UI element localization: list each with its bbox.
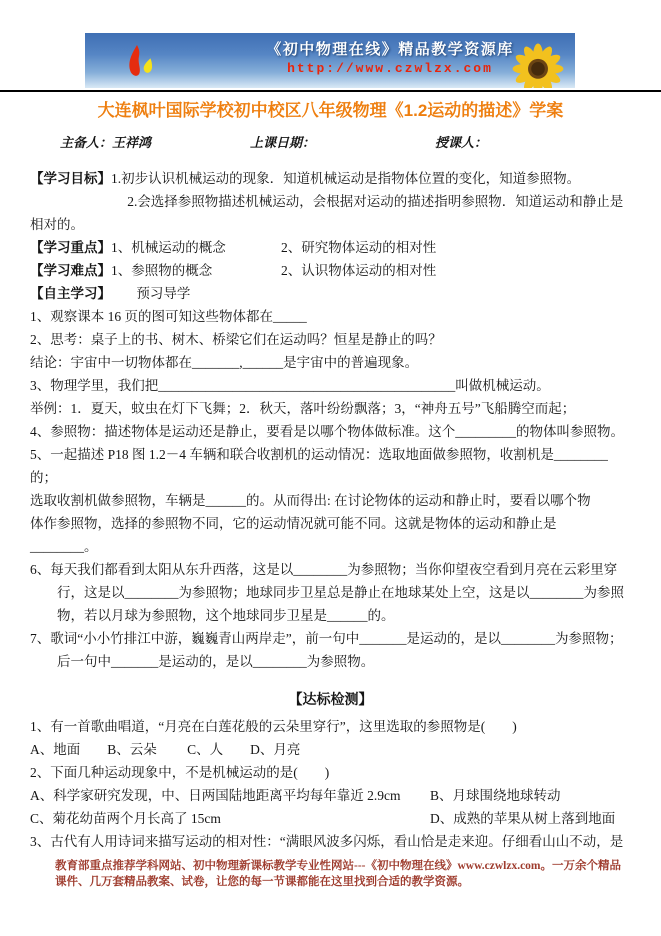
difficulties-row <box>30 259 631 282</box>
self-study-subtitle: 预习导学 <box>136 286 191 301</box>
test-q2-options-ab <box>30 784 631 807</box>
sunflower-icon <box>509 38 567 88</box>
difficulty-2: 2、认识物体运动的相对性 <box>281 263 437 278</box>
preparer-field <box>60 131 250 154</box>
banner-site-title: 《初中物理在线》精品教学资源库 <box>266 41 514 58</box>
test-q2-option-d: D、成熟的苹果从树上落到地面 <box>430 811 616 826</box>
learning-goals-line1 <box>30 167 631 190</box>
doc-title: 大连枫叶国际学校初中校区八年级物理《1.2运动的描述》学案 <box>97 101 564 120</box>
preview-q7: 7、歌词“小小竹排江中游，巍巍青山两岸走”，前一句中_______是运动的，是以________为参照物；后一句中_______是运动的，是以________为参照物。 <box>30 631 623 669</box>
key-point-1: 1、机械运动的概念 <box>111 240 226 255</box>
self-study-row <box>30 282 631 305</box>
self-study-label: 【自主学习】 <box>30 286 111 301</box>
test-q2: 2、下面几种运动现象中，不是机械运动的是( ) <box>30 765 330 780</box>
learning-goals-label: 【学习目标】 <box>30 171 111 186</box>
preview-q5: 5、一起描述 P18 图 1.2－4 车辆和联合收割机的运动情况：选取地面做参照物，收割机是________的； <box>30 447 608 485</box>
instructor-label: 授课人： <box>435 135 488 150</box>
preparer-label: 主备人： <box>60 135 113 150</box>
class-date-label: 上课日期： <box>250 135 316 150</box>
test-section-heading: 【达标检测】 <box>288 691 373 707</box>
test-q2-option-a: A、科学家研究发现，中、日两国陆地距离平均每年靠近 2.9cm <box>30 788 401 803</box>
info-row <box>30 131 631 154</box>
test-q1: 1、有一首歌曲唱道，“月亮在白莲花般的云朵里穿行”，这里选取的参照物是( ) <box>30 719 517 734</box>
footer-promo-text: 教育部重点推荐学科网站、初中物理新课标教学专业性网站---《初中物理在线》www.czwlzx.com。一万余个精品课件、几万套精品教案、试卷，让您的每一节课都能在这里找到合适的教学资源。 <box>55 860 622 888</box>
test-q2-option-c: C、菊花幼苗两个月长高了 15cm <box>30 811 221 826</box>
test-q2-options-cd <box>30 807 631 830</box>
key-point-2: 2、研究物体运动的相对性 <box>281 240 437 255</box>
test-q1-options: A、地面 B、云朵 C、人 D、月亮 <box>30 742 301 757</box>
class-date-field <box>250 131 435 154</box>
preview-q2-conclusion: 结论：宇宙中一切物体都在_______,______是宇宙中的普遍现象。 <box>30 355 419 370</box>
preview-q4: 4、参照物：描述物体是运动还是静止，要看是以哪个物体做标准。这个_________的物体叫参照物。 <box>30 424 624 439</box>
learning-goals-text1: 1.初步认识机械运动的现象．知道机械运动是指物体位置的变化，知道参照物。 <box>111 171 581 186</box>
preview-q3-examples: 举例：1．夏天，蚊虫在灯下飞舞；2．秋天，落叶纷纷飘落；3，“神舟五号”飞船腾空而起； <box>30 401 576 416</box>
document-body <box>30 131 631 853</box>
preview-q1: 1、观察课本 16 页的图可知这些物体都在_____ <box>30 309 307 324</box>
banner-text-block <box>235 38 545 76</box>
preview-q5-continuation: 选取收割机做参照物，车辆是______的。从而得出: 在讨论物体的运动和静止时，要看以哪个物体作参照物，选择的参照物不同，它的运动情况就可能不同。这就是物体的运动和静止是________。 <box>30 493 591 554</box>
key-points-label: 【学习重点】 <box>30 240 111 255</box>
site-logo-icon <box>121 43 165 81</box>
banner-site-url: http://www.czwlzx.com <box>287 61 493 76</box>
test-q3: 3、古代有人用诗词来描写运动的相对性：“满眼风波多闪烁，看山恰是走来迎。仔细看山山不动，是 <box>30 834 624 849</box>
test-q2-option-b: B、月球围绕地球转动 <box>430 788 561 803</box>
site-banner <box>85 33 575 88</box>
header-divider <box>0 90 661 92</box>
learning-goals-line2: 2.会选择参照物描述机械运动，会根据对运动的描述指明参照物．知道运动和静止是相对的。 <box>30 194 624 232</box>
difficulties-label: 【学习难点】 <box>30 263 111 278</box>
key-points-row <box>30 236 631 259</box>
preparer-name: 王祥鸿 <box>112 135 152 150</box>
preview-q6: 6、每天我们都看到太阳从东升西落，这是以________为参照物；当你仰望夜空看到月亮在云彩里穿行，这是以________为参照物；地球同步卫星总是静止在地球某处上空，这是以________为参照物，若以月球为参照物，这个地球同步卫星是______的。 <box>30 562 624 623</box>
preview-q2: 2、思考：桌子上的书、树木、桥梁它们在运动吗？恒星是静止的吗？ <box>30 332 442 347</box>
preview-q3: 3、物理学里，我们把____________________________________________叫做机械运动。 <box>30 378 550 393</box>
instructor-field <box>435 131 487 154</box>
difficulty-1: 1、参照物的概念 <box>111 263 213 278</box>
